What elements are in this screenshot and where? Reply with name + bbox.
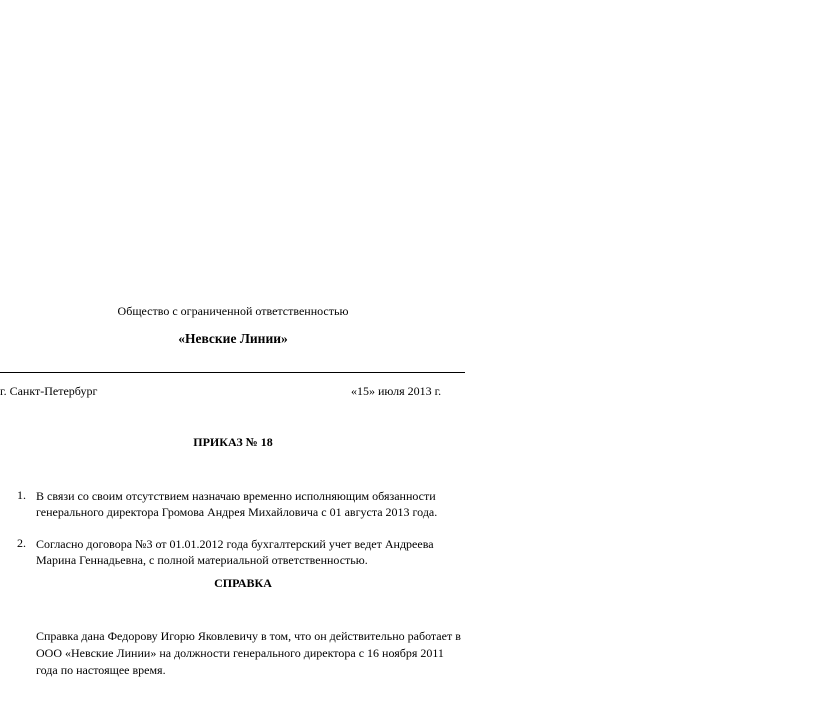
organization-type: Общество с ограниченной ответственностью [117, 304, 349, 318]
city: г. Санкт-Петербург [0, 384, 98, 398]
certificate-line: Справка дана Федорову Игорю Яковлевичу в том, что он действительно работает в [36, 629, 461, 643]
list-item-number: 1. [17, 488, 26, 502]
list-item-line: Согласно договора №3 от 01.01.2012 года бухгалтерский учет ведет Андреева [36, 537, 434, 551]
certificate-line: ООО «Невские Линии» на должности генерального директора с 16 ноября 2011 [36, 646, 444, 660]
certificate-title: СПРАВКА [214, 576, 272, 590]
list-item-line: В связи со своим отсутствием назначаю временно исполняющим обязанности [36, 489, 436, 503]
list-item-number: 2. [17, 536, 26, 550]
list-item-line: Марина Геннадьевна, с полной материальной ответственностью. [36, 553, 368, 567]
list-item [36, 536, 456, 568]
order-title: ПРИКАЗ № 18 [193, 435, 273, 449]
list-item [36, 488, 456, 520]
certificate-text [36, 628, 466, 679]
certificate-line: года по настоящее время. [36, 663, 166, 677]
organization-name: «Невские Линии» [178, 331, 288, 346]
document-date: «15» июля 2013 г. [351, 384, 442, 398]
header-divider [0, 372, 465, 373]
list-item-line: генерального директора Громова Андрея Михайловича с 01 августа 2013 года. [36, 505, 438, 519]
